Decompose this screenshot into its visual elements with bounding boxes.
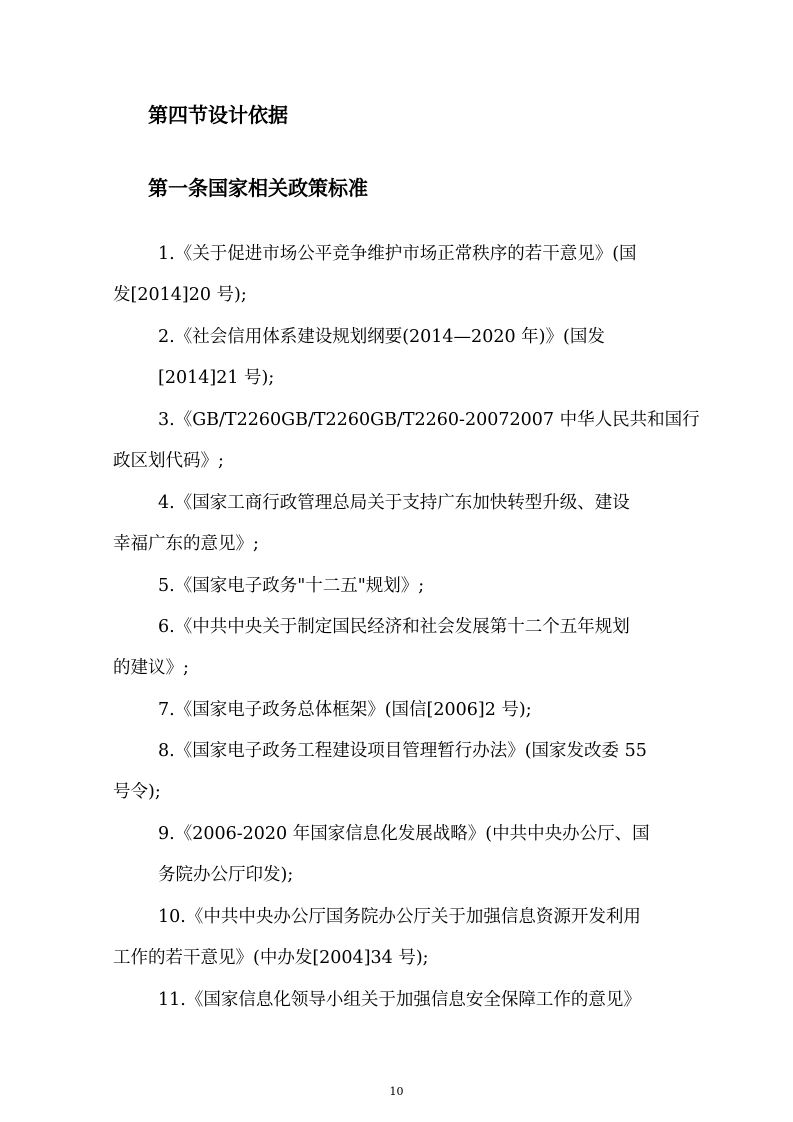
section-heading: 第四节设计依据 <box>148 103 288 127</box>
item-3-line-1: 3.《GB/T2260GB/T2260GB/T2260-20072007 中华人民共和国行 <box>158 410 700 430</box>
item-6-line-2: 的建议》; <box>113 658 189 678</box>
item-9-line-2: 务院办公厅印发); <box>158 865 294 885</box>
item-2-line-1: 2.《社会信用体系建设规划纲要(2014—2020 年)》(国发 <box>158 327 605 347</box>
item-6-line-1: 6.《中共中央关于制定国民经济和社会发展第十二个五年规划 <box>158 617 630 637</box>
item-2-line-2: [2014]21 号); <box>158 368 275 388</box>
item-1-line-1: 1.《关于促进市场公平竞争维护市场正常秩序的若干意见》(国 <box>158 244 637 264</box>
article-heading: 第一条国家相关政策标准 <box>148 176 368 200</box>
item-11-line-1: 11.《国家信息化领导小组关于加强信息安全保障工作的意见》 <box>158 990 641 1010</box>
page-number: 10 <box>389 1085 404 1098</box>
item-4-line-1: 4.《国家工商行政管理总局关于支持广东加快转型升级、建设 <box>158 493 630 513</box>
item-4-line-2: 幸福广东的意见》; <box>113 534 259 554</box>
item-1-line-2: 发[2014]20 号); <box>113 285 247 305</box>
item-10-line-2: 工作的若干意见》(中办发[2004]34 号); <box>113 948 429 968</box>
item-5-line-1: 5.《国家电子政务"十二五"规划》; <box>158 576 425 596</box>
item-3-line-2: 政区划代码》; <box>113 451 224 471</box>
item-8-line-2: 号令); <box>113 782 161 802</box>
item-9-line-1: 9.《2006-2020 年国家信息化发展战略》(中共中央办公厅、国 <box>158 824 650 844</box>
item-8-line-1: 8.《国家电子政务工程建设项目管理暂行办法》(国家发改委 55 <box>158 741 647 761</box>
item-7-line-1: 7.《国家电子政务总体框架》(国信[2006]2 号); <box>158 700 532 720</box>
item-10-line-1: 10.《中共中央办公厅国务院办公厅关于加强信息资源开发利用 <box>158 907 641 927</box>
